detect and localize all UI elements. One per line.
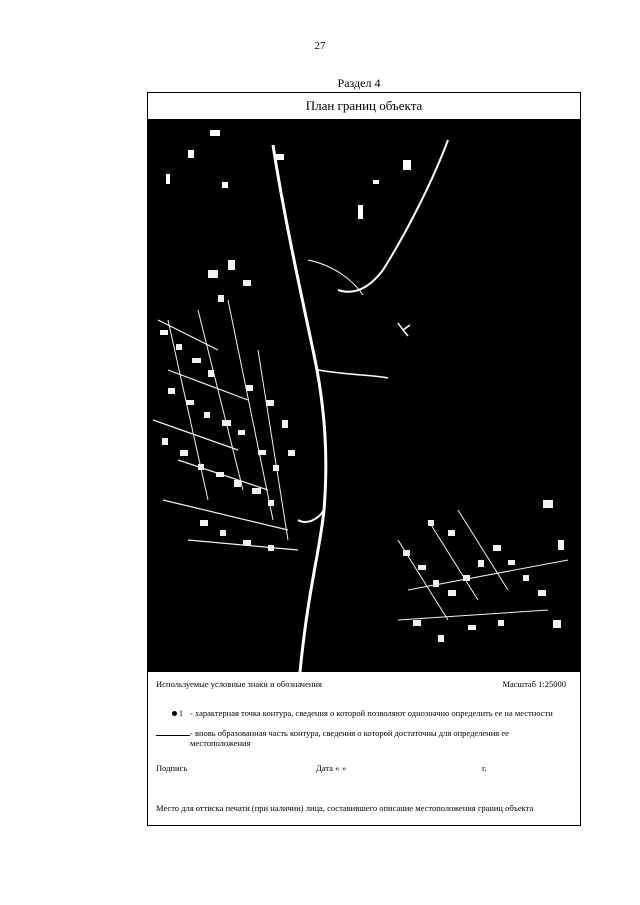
map-image	[148, 120, 580, 672]
point-dot-icon	[172, 711, 177, 716]
point-symbol	[156, 709, 190, 718]
legend-point-item	[156, 708, 553, 718]
date-separator: »	[342, 763, 347, 773]
legend	[148, 673, 580, 825]
line-symbol-icon	[156, 735, 190, 736]
line-description: - вновь образованная часть контура, сведения о которой достаточны для определения ее местоположения	[190, 728, 509, 748]
map-scale: Масштаб 1:25000	[502, 679, 566, 689]
date-year-suffix: г.	[482, 763, 487, 773]
page-number: 27	[314, 40, 326, 52]
legend-title: Используемые условные знаки и обозначения	[156, 679, 322, 689]
date-label: Дата «	[316, 763, 340, 773]
plan-frame	[147, 92, 581, 826]
legend-line-item	[156, 728, 570, 748]
point-number: 1	[179, 708, 183, 718]
plan-title: План границ объекта	[148, 93, 580, 120]
stamp-note: Место для оттиска печати (при наличии) лица, составившего описание местоположения границ объекта	[156, 803, 534, 813]
satellite-map	[148, 120, 580, 672]
signature-label: Подпись	[156, 763, 188, 773]
section-title: Раздел 4	[337, 76, 381, 90]
point-description: - характерная точка контура, сведения о которой позволяют однозначно определить ее на местности	[190, 708, 553, 718]
